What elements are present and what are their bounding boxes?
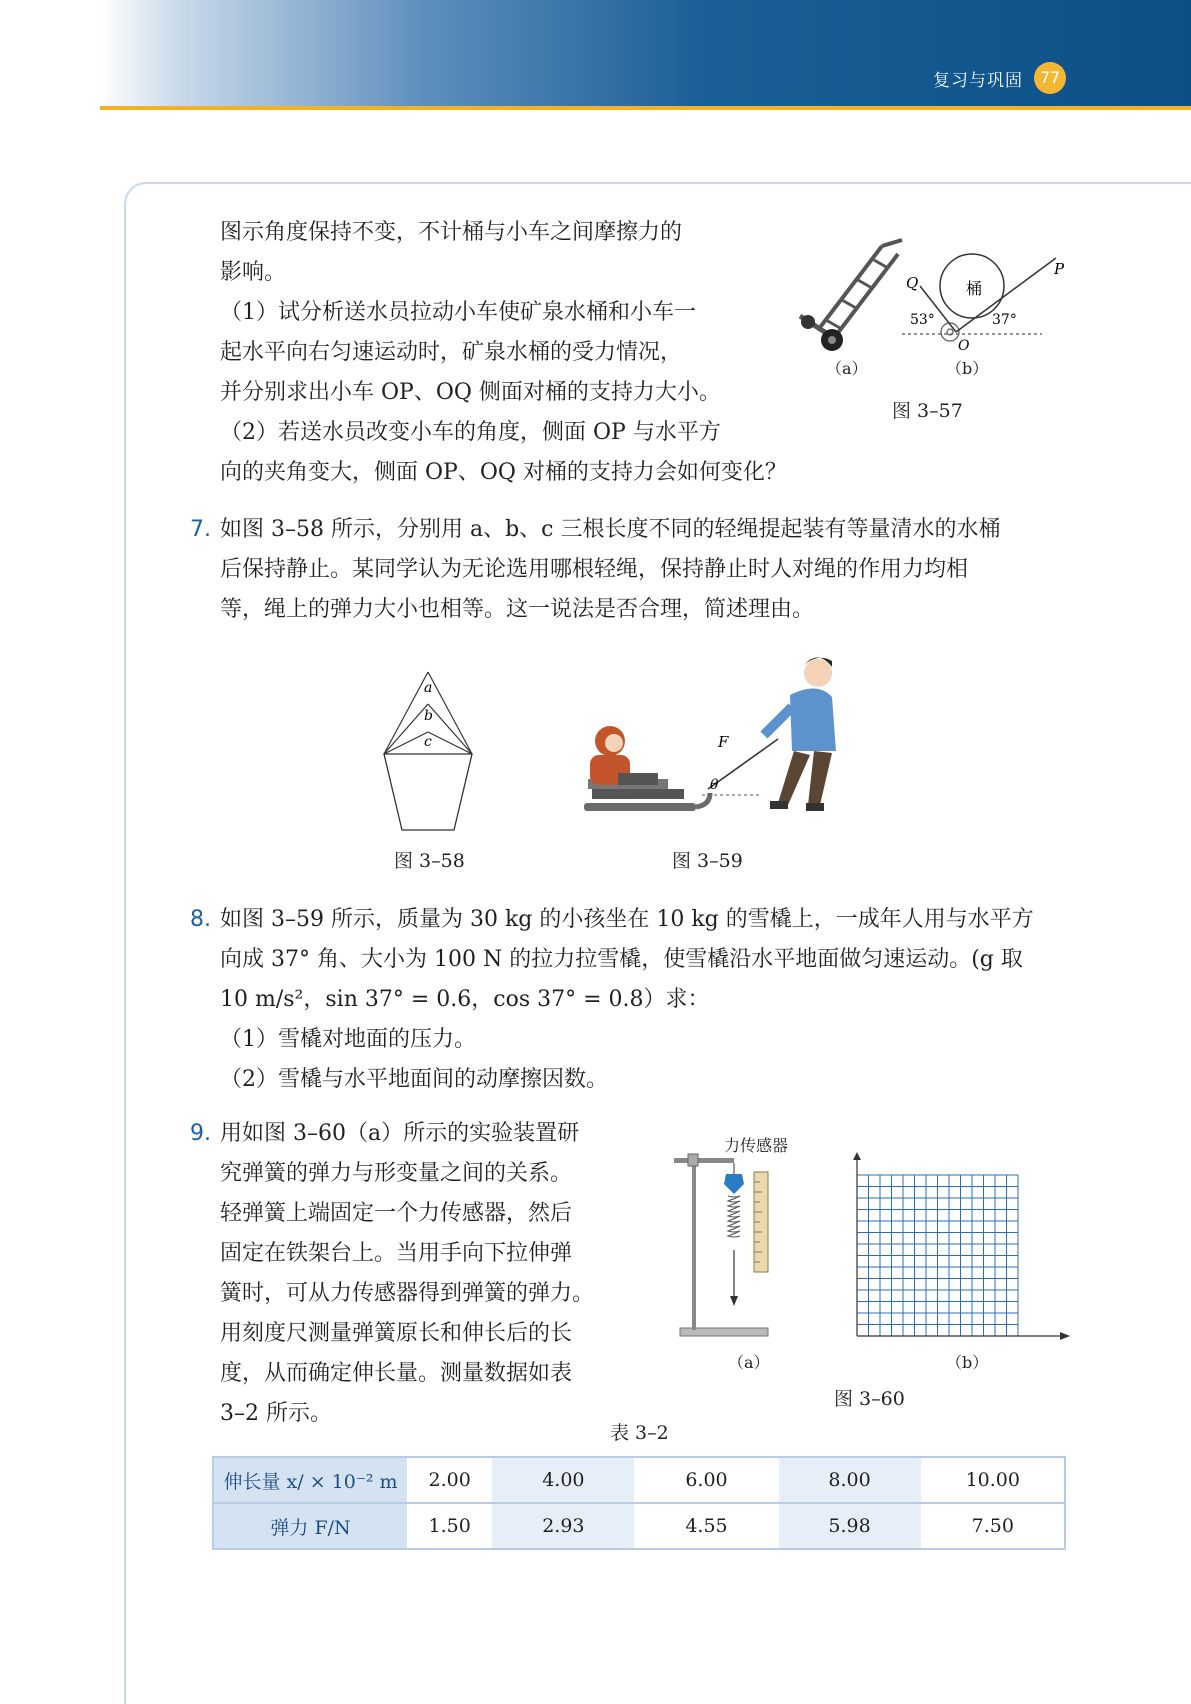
- q8-line: （2）雪橇与水平地面间的动摩擦因数。: [220, 1067, 608, 1092]
- q9-line: 度，从而确定伸长量。测量数据如表: [220, 1361, 573, 1386]
- q6-line: 并分别求出小车 OP、OQ 侧面对桶的支持力大小。: [220, 380, 721, 405]
- q9-number: 9.: [190, 1121, 211, 1146]
- table-cell: 6.00: [635, 1457, 778, 1503]
- row-header-extension: 伸长量 x/ × 10⁻² m: [213, 1457, 408, 1503]
- point-o-label: O: [958, 338, 970, 354]
- q7-line: 等，绳上的弹力大小也相等。这一说法是否合理，简述理由。: [220, 597, 815, 622]
- figure-3-59: [570, 655, 840, 830]
- hand-truck-drawing: [800, 240, 902, 351]
- q9-line: 用刻度尺测量弹簧原长和伸长后的长: [220, 1321, 573, 1346]
- table-cell: 2.93: [492, 1503, 635, 1549]
- page-number-badge: 77: [1034, 62, 1066, 94]
- angle-53-label: 53°: [910, 312, 935, 328]
- fig359-caption: 图 3–59: [672, 850, 743, 872]
- point-q-label: Q: [906, 274, 919, 292]
- page-header: [0, 0, 1191, 108]
- table-cell: 8.00: [778, 1457, 921, 1503]
- data-table: [212, 1456, 1066, 1550]
- section-title: 复习与巩固: [933, 71, 1023, 91]
- figure-3-58: [380, 668, 480, 838]
- q8-line: 向成 37° 角、大小为 100 N 的拉力拉雪橇，使雪橇沿水平地面做匀速运动。(g 取: [220, 947, 1023, 972]
- figure-3-57: [780, 230, 1080, 380]
- q8-line: 10 m/s²，sin 37° = 0.6，cos 37° = 0.8）求：: [220, 987, 710, 1012]
- q9-line: 簧时，可从力传感器得到弹簧的弹力。: [220, 1281, 595, 1306]
- table-cell: 5.98: [778, 1503, 921, 1549]
- fig357-label-a: （a）: [826, 359, 868, 378]
- q9-line: 3–2 所示。: [220, 1401, 332, 1426]
- q6-line: 起水平向右匀速运动时，矿泉水桶的受力情况，: [220, 340, 683, 365]
- table-row-force: [213, 1503, 1065, 1549]
- table-cell: 1.50: [408, 1503, 492, 1549]
- fig360-caption: 图 3–60: [834, 1388, 905, 1410]
- point-p-label: P: [1054, 260, 1065, 278]
- fig357-label-b: （b）: [946, 359, 989, 378]
- table-row-extension: [213, 1457, 1065, 1503]
- angle-37-label: 37°: [992, 312, 1017, 328]
- table-cell: 7.50: [921, 1503, 1065, 1549]
- q9-line: 固定在铁架台上。当用手向下拉伸弹: [220, 1241, 573, 1266]
- q8-line: 如图 3–59 所示，质量为 30 kg 的小孩坐在 10 kg 的雪橇上，一成年人用与水平方: [220, 907, 1034, 932]
- table-cell: 10.00: [921, 1457, 1065, 1503]
- q6-line: 图示角度保持不变，不计桶与小车之间摩擦力的: [220, 220, 683, 245]
- q8-line: （1）雪橇对地面的压力。: [220, 1027, 476, 1052]
- adult-drawing: [764, 657, 836, 811]
- header-accent-line: [100, 106, 1191, 110]
- rope-a-label: a: [424, 680, 433, 696]
- figure-3-60b-grid: [846, 1152, 1072, 1342]
- bucket-label: 桶: [966, 279, 983, 298]
- force-f-label: F: [718, 733, 729, 751]
- q6-line: 影响。: [220, 260, 287, 285]
- q7-line: 如图 3–58 所示，分别用 a、b、c 三根长度不同的轻绳提起装有等量清水的水桶: [220, 517, 1001, 542]
- figure-3-60a-apparatus: [670, 1150, 780, 1340]
- table-title: 表 3–2: [610, 1422, 669, 1444]
- rope-c-label: c: [424, 734, 432, 750]
- q7-line: 后保持静止。某同学认为无论选用哪根轻绳，保持静止时人对绳的作用力均相: [220, 557, 969, 582]
- child-drawing: [590, 726, 658, 785]
- q6-line: （2）若送水员改变小车的角度，侧面 OP 与水平方: [220, 420, 721, 445]
- angle-theta-label: θ: [710, 777, 719, 793]
- table-cell: 4.55: [635, 1503, 778, 1549]
- table-cell: 4.00: [492, 1457, 635, 1503]
- q7-number: 7.: [190, 517, 211, 542]
- fig360-label-b: （b）: [946, 1353, 989, 1372]
- table-cell: 2.00: [408, 1457, 492, 1503]
- q9-line: 用如图 3–60（a）所示的实验装置研: [220, 1121, 580, 1146]
- q6-line: （1）试分析送水员拉动小车使矿泉水桶和小车一: [220, 300, 696, 325]
- force-sensor-label: 力传感器: [724, 1136, 789, 1155]
- rope-b-label: b: [424, 708, 433, 724]
- q8-number: 8.: [190, 907, 211, 932]
- fig358-caption: 图 3–58: [394, 850, 465, 872]
- q6-line: 向的夹角变大，侧面 OP、OQ 对桶的支持力会如何变化？: [220, 460, 787, 485]
- q9-line: 轻弹簧上端固定一个力传感器，然后: [220, 1201, 573, 1226]
- q9-line: 究弹簧的弹力与形变量之间的关系。: [220, 1161, 573, 1186]
- row-header-force: 弹力 F/N: [213, 1503, 408, 1549]
- fig360-label-a: （a）: [728, 1353, 770, 1372]
- fig357-caption: 图 3–57: [892, 400, 963, 422]
